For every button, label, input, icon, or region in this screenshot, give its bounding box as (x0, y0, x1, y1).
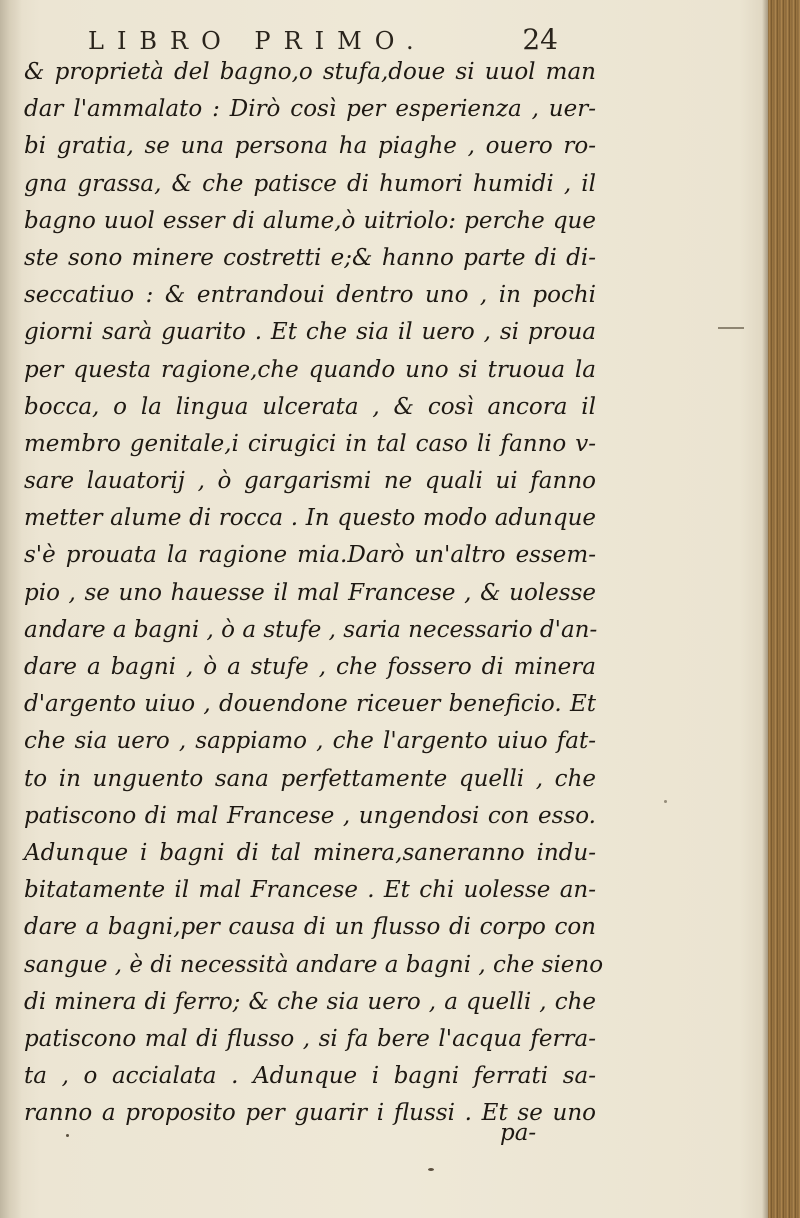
ink-speck (66, 1134, 69, 1137)
running-title: LIBRO PRIMO. (88, 27, 427, 55)
text-line: bagno uuol esser di alume,ò uitriolo: perche que (24, 207, 596, 234)
text-line: andare a bagni , ò a stufe , saria necessario d'an- (24, 616, 598, 643)
text-line: patiscono mal di flusso , si fa bere l'acqua ferra- (24, 1025, 596, 1052)
text-line: s'è prouata la ragione mia.Darò un'altro essem- (24, 542, 596, 569)
text-line: patiscono di mal Francese , ungendosi con esso. (24, 802, 596, 829)
folio-number: 24 (522, 23, 558, 56)
text-line: dare a bagni,per causa di un flusso di corpo con (24, 914, 596, 941)
binding-shadow (0, 0, 22, 1218)
text-line: che sia uero , sappiamo , che l'argento uiuo fat- (24, 728, 596, 755)
text-line: dare a bagni , ò a stufe , che fossero di minera (24, 654, 596, 680)
catchword: pa- (500, 1120, 537, 1146)
text-line: bi gratia, se una persona ha piaghe , ouero ro- (24, 133, 596, 160)
text-line: & proprietà del bagno,o stufa,doue si uuol man (24, 59, 596, 85)
text-line: Adunque i bagni di tal minera,saneranno indu- (24, 839, 596, 866)
text-line: ste sono minere costretti e;& hanno parte di di- (24, 244, 596, 271)
text-line: giorni sarà guarito . Et che sia il uero , si proua (24, 319, 596, 346)
text-line: membro genitale,i cirugici in tal caso li fanno v- (24, 430, 596, 457)
body-text (24, 54, 604, 1132)
text-line: gna grassa, & che patisce di humori humidi , il (24, 170, 596, 197)
text-line: sare lauatorij , ò gargarismi ne quali ui fanno (24, 468, 596, 495)
ink-speck (664, 800, 667, 803)
text-line: bocca, o la lingua ulcerata , & così ancora il (24, 393, 596, 420)
ink-speck (428, 1168, 434, 1171)
page-header (88, 24, 558, 58)
text-line: ranno a proposito per guarir i flussi . Et se uno (24, 1100, 596, 1127)
text-line: seccatiuo : & entrandoui dentro uno , in pochi (24, 282, 596, 309)
text-line: dar l'ammalato : Dirò così per esperienza , uer- (24, 96, 596, 123)
text-line: d'argento uiuo , douendone riceuer beneficio. Et (24, 691, 596, 718)
text-line: sangue , è di necessità andare a bagni , che sieno (24, 951, 604, 978)
text-line: pio , se uno hauesse il mal Francese , & uolesse (24, 579, 596, 606)
text-line: per questa ragione,che quando uno si truoua la (24, 356, 596, 383)
text-line: bitatamente il mal Francese . Et chi uolesse an- (24, 877, 596, 904)
text-line: di minera di ferro; & che sia uero , a quelli , che (24, 988, 596, 1015)
text-line: to in unguento sana perfettamente quelli , che (24, 765, 596, 792)
fore-edge (768, 0, 800, 1218)
text-line: metter alume di rocca . In questo modo adunque (24, 505, 596, 532)
margin-mark (718, 327, 744, 329)
text-line: ta , o accialata . Adunque i bagni ferrati sa- (24, 1063, 596, 1090)
